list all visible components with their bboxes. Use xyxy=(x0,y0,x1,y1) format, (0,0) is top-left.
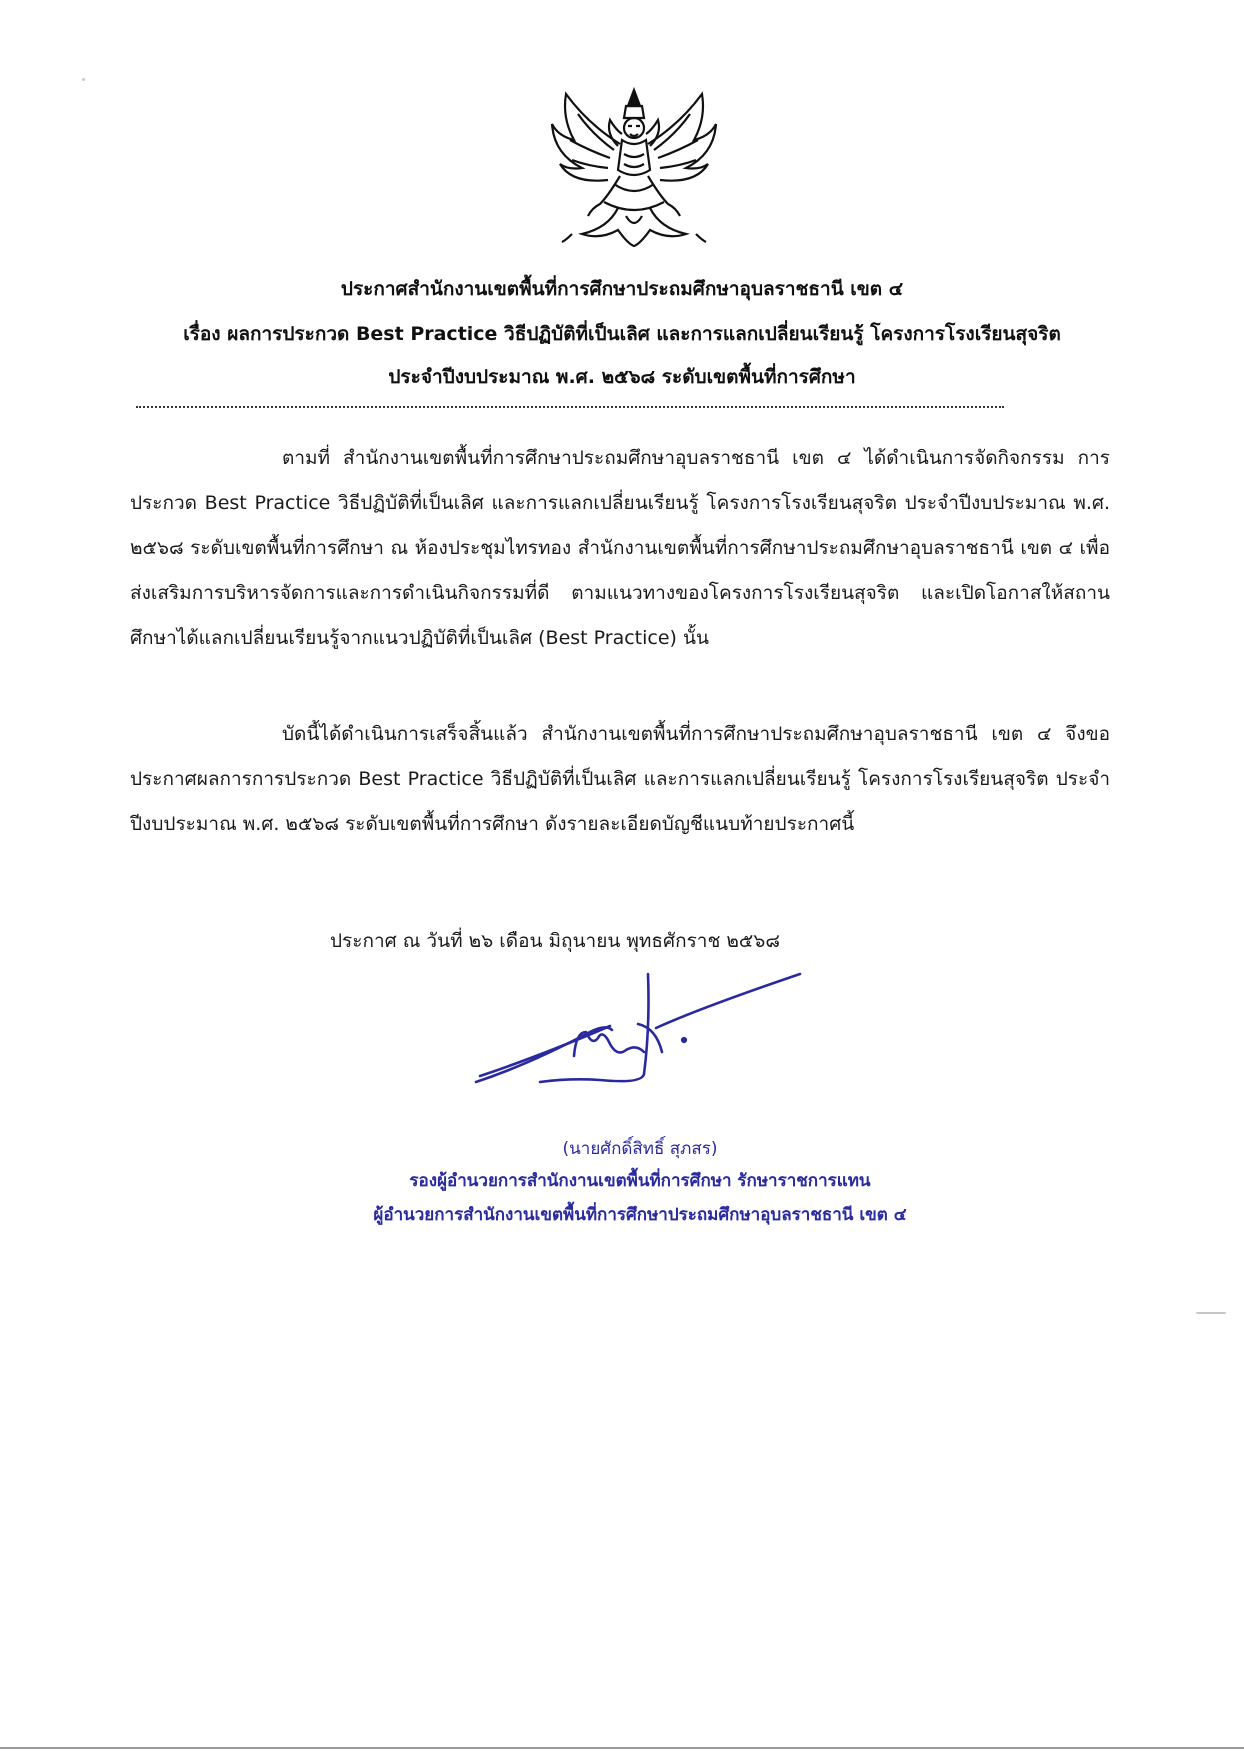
scan-speck xyxy=(82,78,85,81)
signer-position-acting: รองผู้อำนวยการสำนักงานเขตพื้นที่การศึกษา รักษาราชการแทน xyxy=(409,1171,871,1191)
body-paragraph-1: ตามที่ สำนักงานเขตพื้นที่การศึกษาประถมศึกษาอุบลราชธานี เขต ๔ ได้ดำเนินการจัดกิจกรรม การประกวด Best Practice วิธีปฏิบัติที่เป็นเลิศ และการแลกเปลี่ยนเรียนรู้ โครงการโรงเรียนสุจริต ประจำปีงบประมาณ พ.ศ. ๒๕๖๘ ระดับเขตพื้นที่การศึกษา ณ ห้องประชุมไทรทอง สำนักงานเขตพื้นที่การศึกษาประถมศึกษาอุบลราชธานี เขต ๔ เพื่อส่งเสริมการบริหารจัดการและการดำเนินกิจกรรมที่ดี ตามแนวทางของโครงการโรงเรียนสุจริต และเปิดโอกาสให้สถานศึกษาได้แลกเปลี่ยนเรียนรู้จากแนวปฏิบัติที่เป็นเลิศ (Best Practice) นั้น xyxy=(130,447,1110,649)
page-bottom-edge xyxy=(0,1747,1244,1749)
dotted-divider xyxy=(136,406,1004,408)
body-paragraph-2: บัดนี้ได้ดำเนินการเสร็จสิ้นแล้ว สำนักงานเขตพื้นที่การศึกษาประถมศึกษาอุบลราชธานี เขต ๔ จึงขอประกาศผลการการประกวด Best Practice วิธีปฏิบัติที่เป็นเลิศ และการแลกเปลี่ยนเรียนรู้ โครงการโรงเรียนสุจริต ประจำปีงบประมาณ พ.ศ. ๒๕๖๘ ระดับเขตพื้นที่การศึกษา ดังรายละเอียดบัญชีแนบท้ายประกาศนี้ xyxy=(130,723,1110,835)
signer-name: (นายศักดิ์สิทธิ์ สุภสร) xyxy=(562,1139,718,1159)
scan-speck xyxy=(1196,1312,1226,1314)
handwritten-signature xyxy=(470,968,850,1098)
announcement-date: ประกาศ ณ วันที่ ๒๖ เดือน มิถุนายน พุทธศักราช ๒๕๖๘ xyxy=(330,930,781,952)
signer-position-director: ผู้อำนวยการสำนักงานเขตพื้นที่การศึกษาประถมศึกษาอุบลราชธานี เขต ๔ xyxy=(373,1205,907,1225)
announcement-fiscal-year: ประจำปีงบประมาณ พ.ศ. ๒๕๖๘ ระดับเขตพื้นที่การศึกษา xyxy=(388,366,856,388)
garuda-emblem-icon xyxy=(548,84,720,248)
announcement-title: ประกาศสำนักงานเขตพื้นที่การศึกษาประถมศึกษาอุบลราชธานี เขต ๔ xyxy=(340,278,904,300)
announcement-subject: เรื่อง ผลการประกวด Best Practice วิธีปฏิบัติที่เป็นเลิศ และการแลกเปลี่ยนเรียนรู้ โครงการโรงเรียนสุจริต xyxy=(183,323,1061,345)
